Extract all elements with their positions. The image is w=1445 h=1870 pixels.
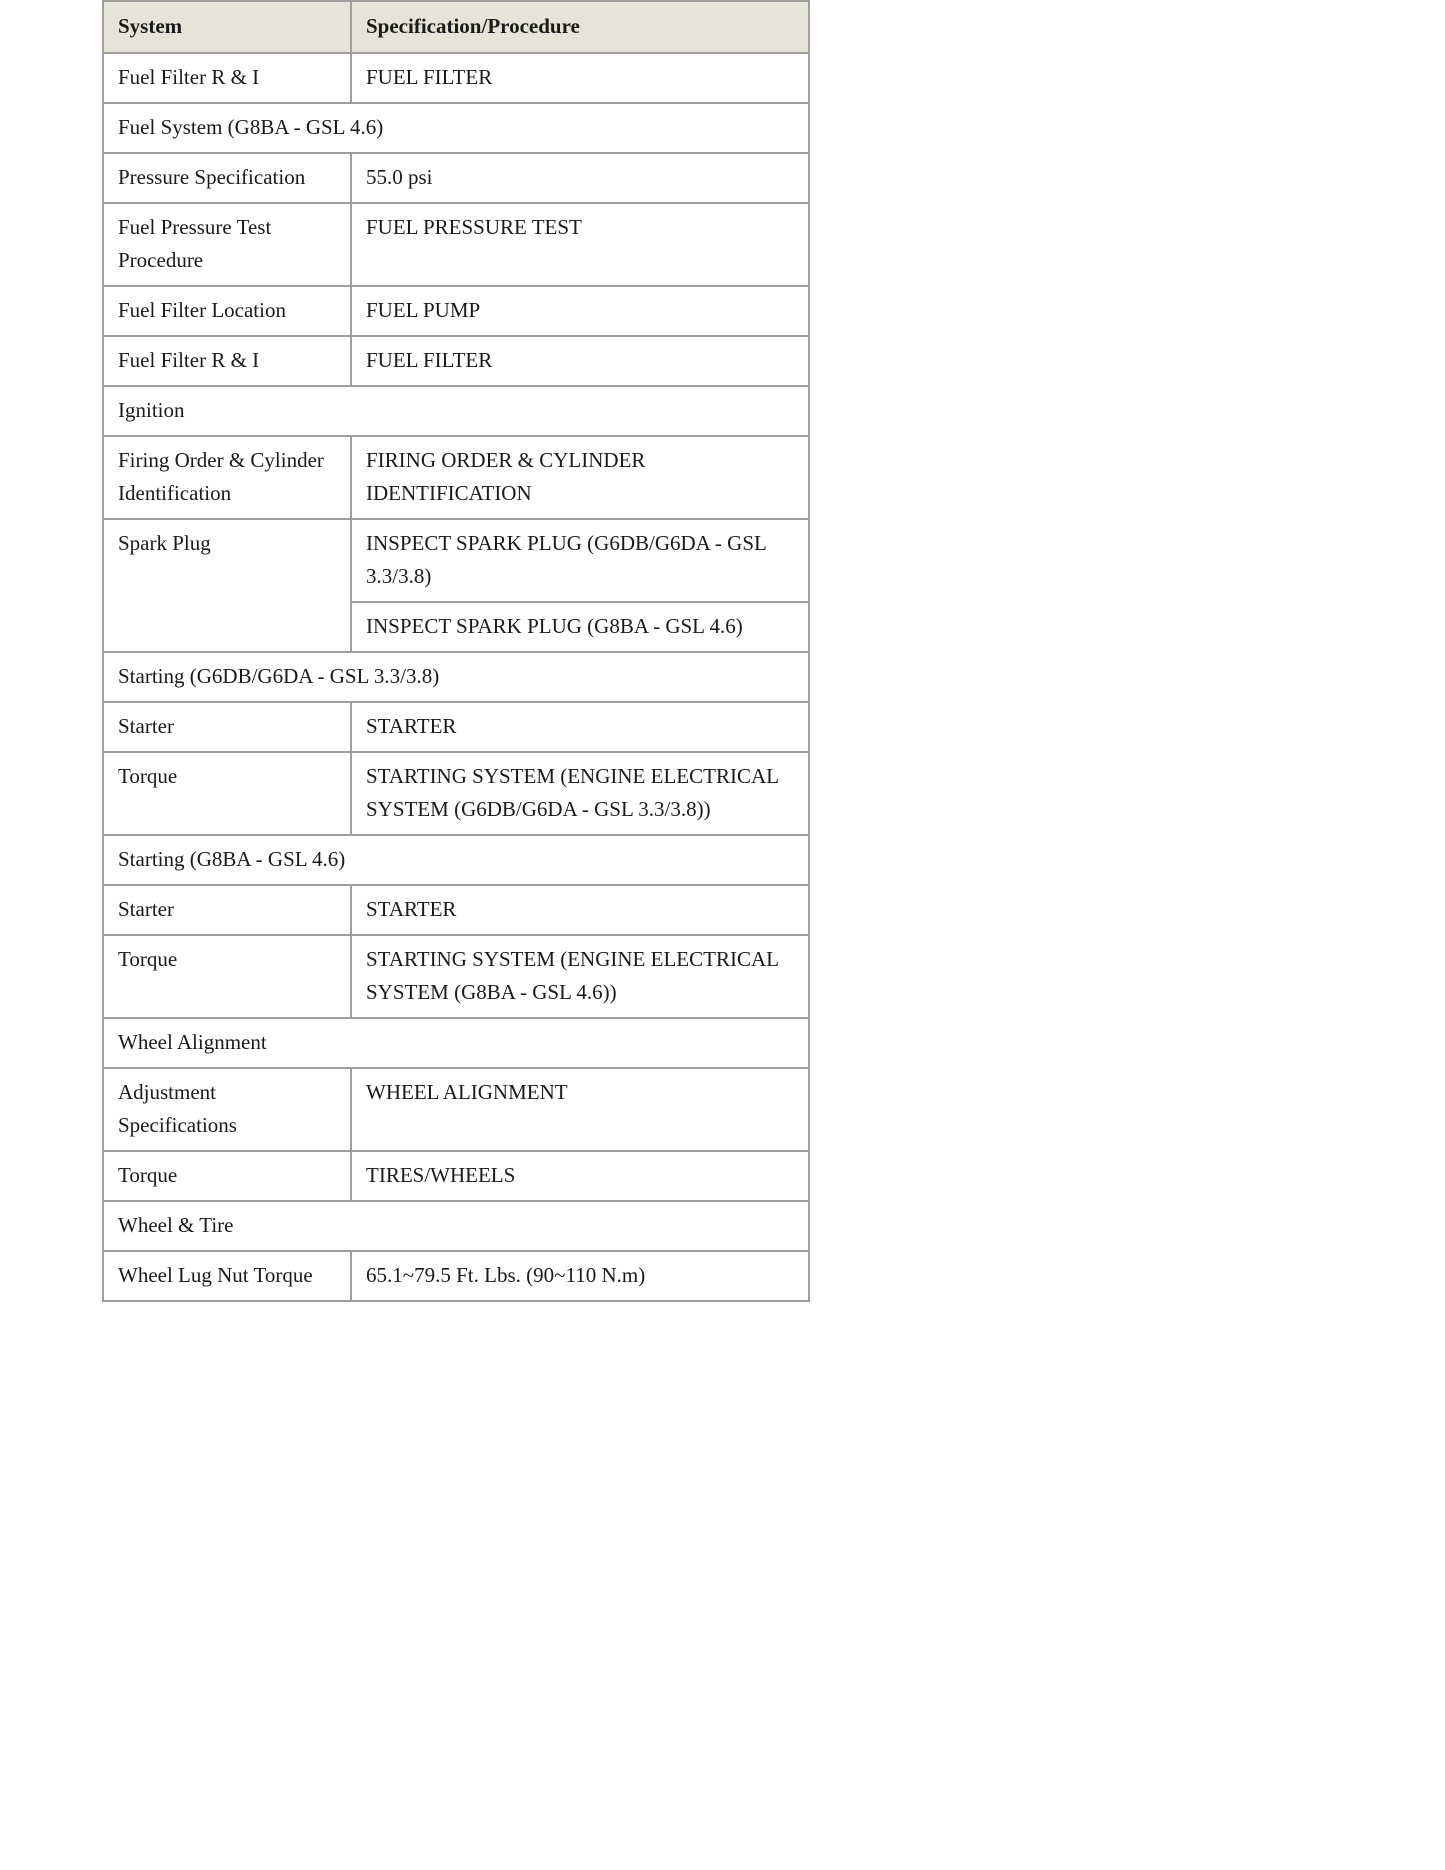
table-row [103, 286, 809, 336]
section-row [103, 386, 809, 436]
row-label: Starter [103, 885, 351, 935]
table-row [103, 1151, 809, 1201]
header-system: System [103, 1, 351, 53]
section-row [103, 835, 809, 885]
row-value: WHEEL ALIGNMENT [351, 1068, 809, 1151]
row-label: Spark Plug [103, 519, 351, 652]
row-value: 65.1~79.5 Ft. Lbs. (90~110 N.m) [351, 1251, 809, 1301]
specification-table [102, 0, 810, 1302]
header-specification: Specification/Procedure [351, 1, 809, 53]
row-value: STARTING SYSTEM (ENGINE ELECTRICAL SYSTEM (G8BA - GSL 4.6)) [351, 935, 809, 1018]
row-value: INSPECT SPARK PLUG (G6DB/G6DA - GSL 3.3/3.8) [351, 519, 809, 602]
section-title: Fuel System (G8BA - GSL 4.6) [103, 103, 809, 153]
table-row [103, 336, 809, 386]
table-row [103, 436, 809, 519]
table-row [103, 935, 809, 1018]
section-title: Ignition [103, 386, 809, 436]
table-row [103, 203, 809, 286]
table-row [103, 1068, 809, 1151]
table-row [103, 53, 809, 103]
table-header-row [103, 1, 809, 53]
section-title: Wheel & Tire [103, 1201, 809, 1251]
row-label: Torque [103, 1151, 351, 1201]
row-label: Fuel Pressure Test Procedure [103, 203, 351, 286]
row-label: Firing Order & Cylinder Identification [103, 436, 351, 519]
row-value: STARTING SYSTEM (ENGINE ELECTRICAL SYSTEM (G6DB/G6DA - GSL 3.3/3.8)) [351, 752, 809, 835]
row-label: Starter [103, 702, 351, 752]
table-row [103, 702, 809, 752]
section-row [103, 1018, 809, 1068]
row-value: FUEL PRESSURE TEST [351, 203, 809, 286]
table-row [103, 153, 809, 203]
section-row [103, 1201, 809, 1251]
row-value: 55.0 psi [351, 153, 809, 203]
section-row [103, 652, 809, 702]
row-label: Pressure Specification [103, 153, 351, 203]
row-value: INSPECT SPARK PLUG (G8BA - GSL 4.6) [351, 602, 809, 652]
table-row [103, 752, 809, 835]
row-value: STARTER [351, 702, 809, 752]
row-label: Adjustment Specifications [103, 1068, 351, 1151]
row-label: Fuel Filter R & I [103, 336, 351, 386]
section-title: Wheel Alignment [103, 1018, 809, 1068]
row-value: FUEL FILTER [351, 336, 809, 386]
row-value: TIRES/WHEELS [351, 1151, 809, 1201]
row-label: Fuel Filter Location [103, 286, 351, 336]
row-value: FUEL PUMP [351, 286, 809, 336]
table-row [103, 1251, 809, 1301]
row-value: FIRING ORDER & CYLINDER IDENTIFICATION [351, 436, 809, 519]
row-label: Torque [103, 752, 351, 835]
row-label: Torque [103, 935, 351, 1018]
row-label: Wheel Lug Nut Torque [103, 1251, 351, 1301]
table-row [103, 885, 809, 935]
table-row [103, 519, 809, 602]
row-label: Fuel Filter R & I [103, 53, 351, 103]
section-title: Starting (G8BA - GSL 4.6) [103, 835, 809, 885]
section-title: Starting (G6DB/G6DA - GSL 3.3/3.8) [103, 652, 809, 702]
row-value: STARTER [351, 885, 809, 935]
section-row [103, 103, 809, 153]
row-value: FUEL FILTER [351, 53, 809, 103]
